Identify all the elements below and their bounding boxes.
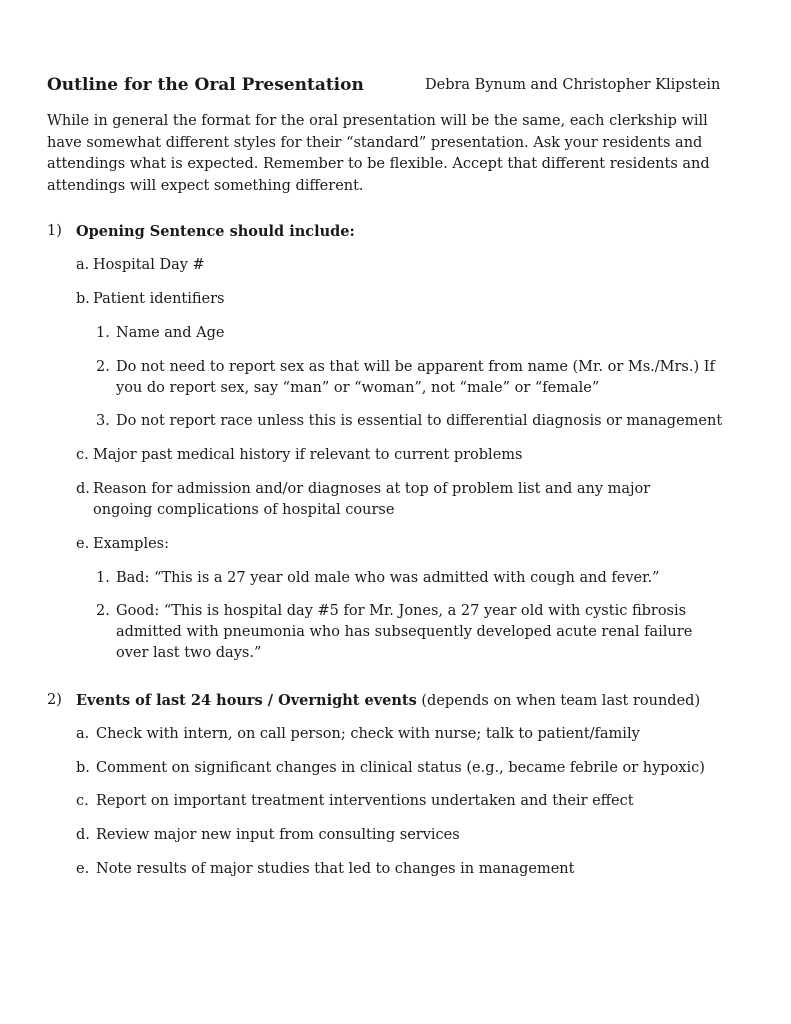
document-title: Outline for the Oral Presentation [47, 75, 364, 95]
list-item-consulting-input: Review major new input from consulting services [96, 827, 460, 843]
list-item-check-intern: Check with intern, on call person; check with nurse; talk to patient/family [96, 726, 640, 742]
list-item-clinical-changes: Comment on significant changes in clinical status (e.g., became febrile or hypoxic) [96, 760, 705, 776]
sublist-item-bad-example: Bad: “This is a 27 year old male who was admitted with cough and fever.” [116, 570, 660, 586]
list-item-past-history: Major past medical history if relevant to current problems [93, 447, 523, 463]
list-item-major-studies: Note results of major studies that led to changes in management [96, 861, 575, 877]
document-authors: Debra Bynum and Christopher Klipstein [425, 77, 721, 93]
section-2-heading-text: Events of last 24 hours / Overnight events [76, 692, 417, 709]
list-item-patient-identifiers: Patient identifiers [93, 291, 225, 307]
sublist-marker: 2. [96, 603, 110, 619]
intro-paragraph: While in general the format for the oral presentation will be the same, each clerkship will have somewhat different styles for their “standard” presentation. Ask your residents and attendings what is expected. Remember to be flexible. Accept that different residents and attendings will expect something different. [47, 113, 710, 194]
sublist-item-report-sex: Do not need to report sex as that will be apparent from name (Mr. or Ms./Mrs.) If you do report sex, say “man” or “woman”, not “male” or “female” [116, 359, 715, 396]
list-marker: a. [76, 726, 90, 742]
section-2-heading [76, 690, 700, 712]
list-item-treatment-interventions: Report on important treatment interventions undertaken and their effect [96, 793, 634, 809]
list-marker: b. [76, 291, 90, 307]
list-marker: d. [76, 481, 90, 497]
sublist-marker: 1. [96, 325, 110, 341]
sublist-marker: 1. [96, 570, 110, 586]
section-1-heading [76, 221, 355, 243]
list-item-reason-admission: Reason for admission and/or diagnoses at top of problem list and any major ongoing complications of hospital course [93, 481, 651, 518]
list-marker: d. [76, 827, 90, 843]
section-1-heading-text: Opening Sentence should include: [76, 223, 355, 240]
sublist-item-good-example: Good: “This is hospital day #5 for Mr. Jones, a 27 year old with cystic fibrosis admitted with pneumonia who has subsequently developed acute renal failure over last two days.” [116, 603, 693, 661]
list-item-hospital-day: Hospital Day # [93, 257, 205, 273]
section-2-heading-note: (depends on when team last rounded) [421, 693, 701, 709]
sublist-item-report-race: Do not report race unless this is essential to differential diagnosis or management [116, 413, 723, 429]
list-marker: e. [76, 536, 90, 552]
list-item-examples: Examples: [93, 536, 169, 552]
sublist-marker: 3. [96, 413, 110, 429]
list-marker: c. [76, 793, 89, 809]
list-marker: c. [76, 447, 89, 463]
list-marker: b. [76, 760, 90, 776]
list-marker: a. [76, 257, 90, 273]
sublist-item-name-age: Name and Age [116, 325, 225, 341]
section-1-number: 1) [47, 223, 62, 239]
sublist-marker: 2. [96, 359, 110, 375]
section-2-number: 2) [47, 692, 62, 708]
list-marker: e. [76, 861, 90, 877]
